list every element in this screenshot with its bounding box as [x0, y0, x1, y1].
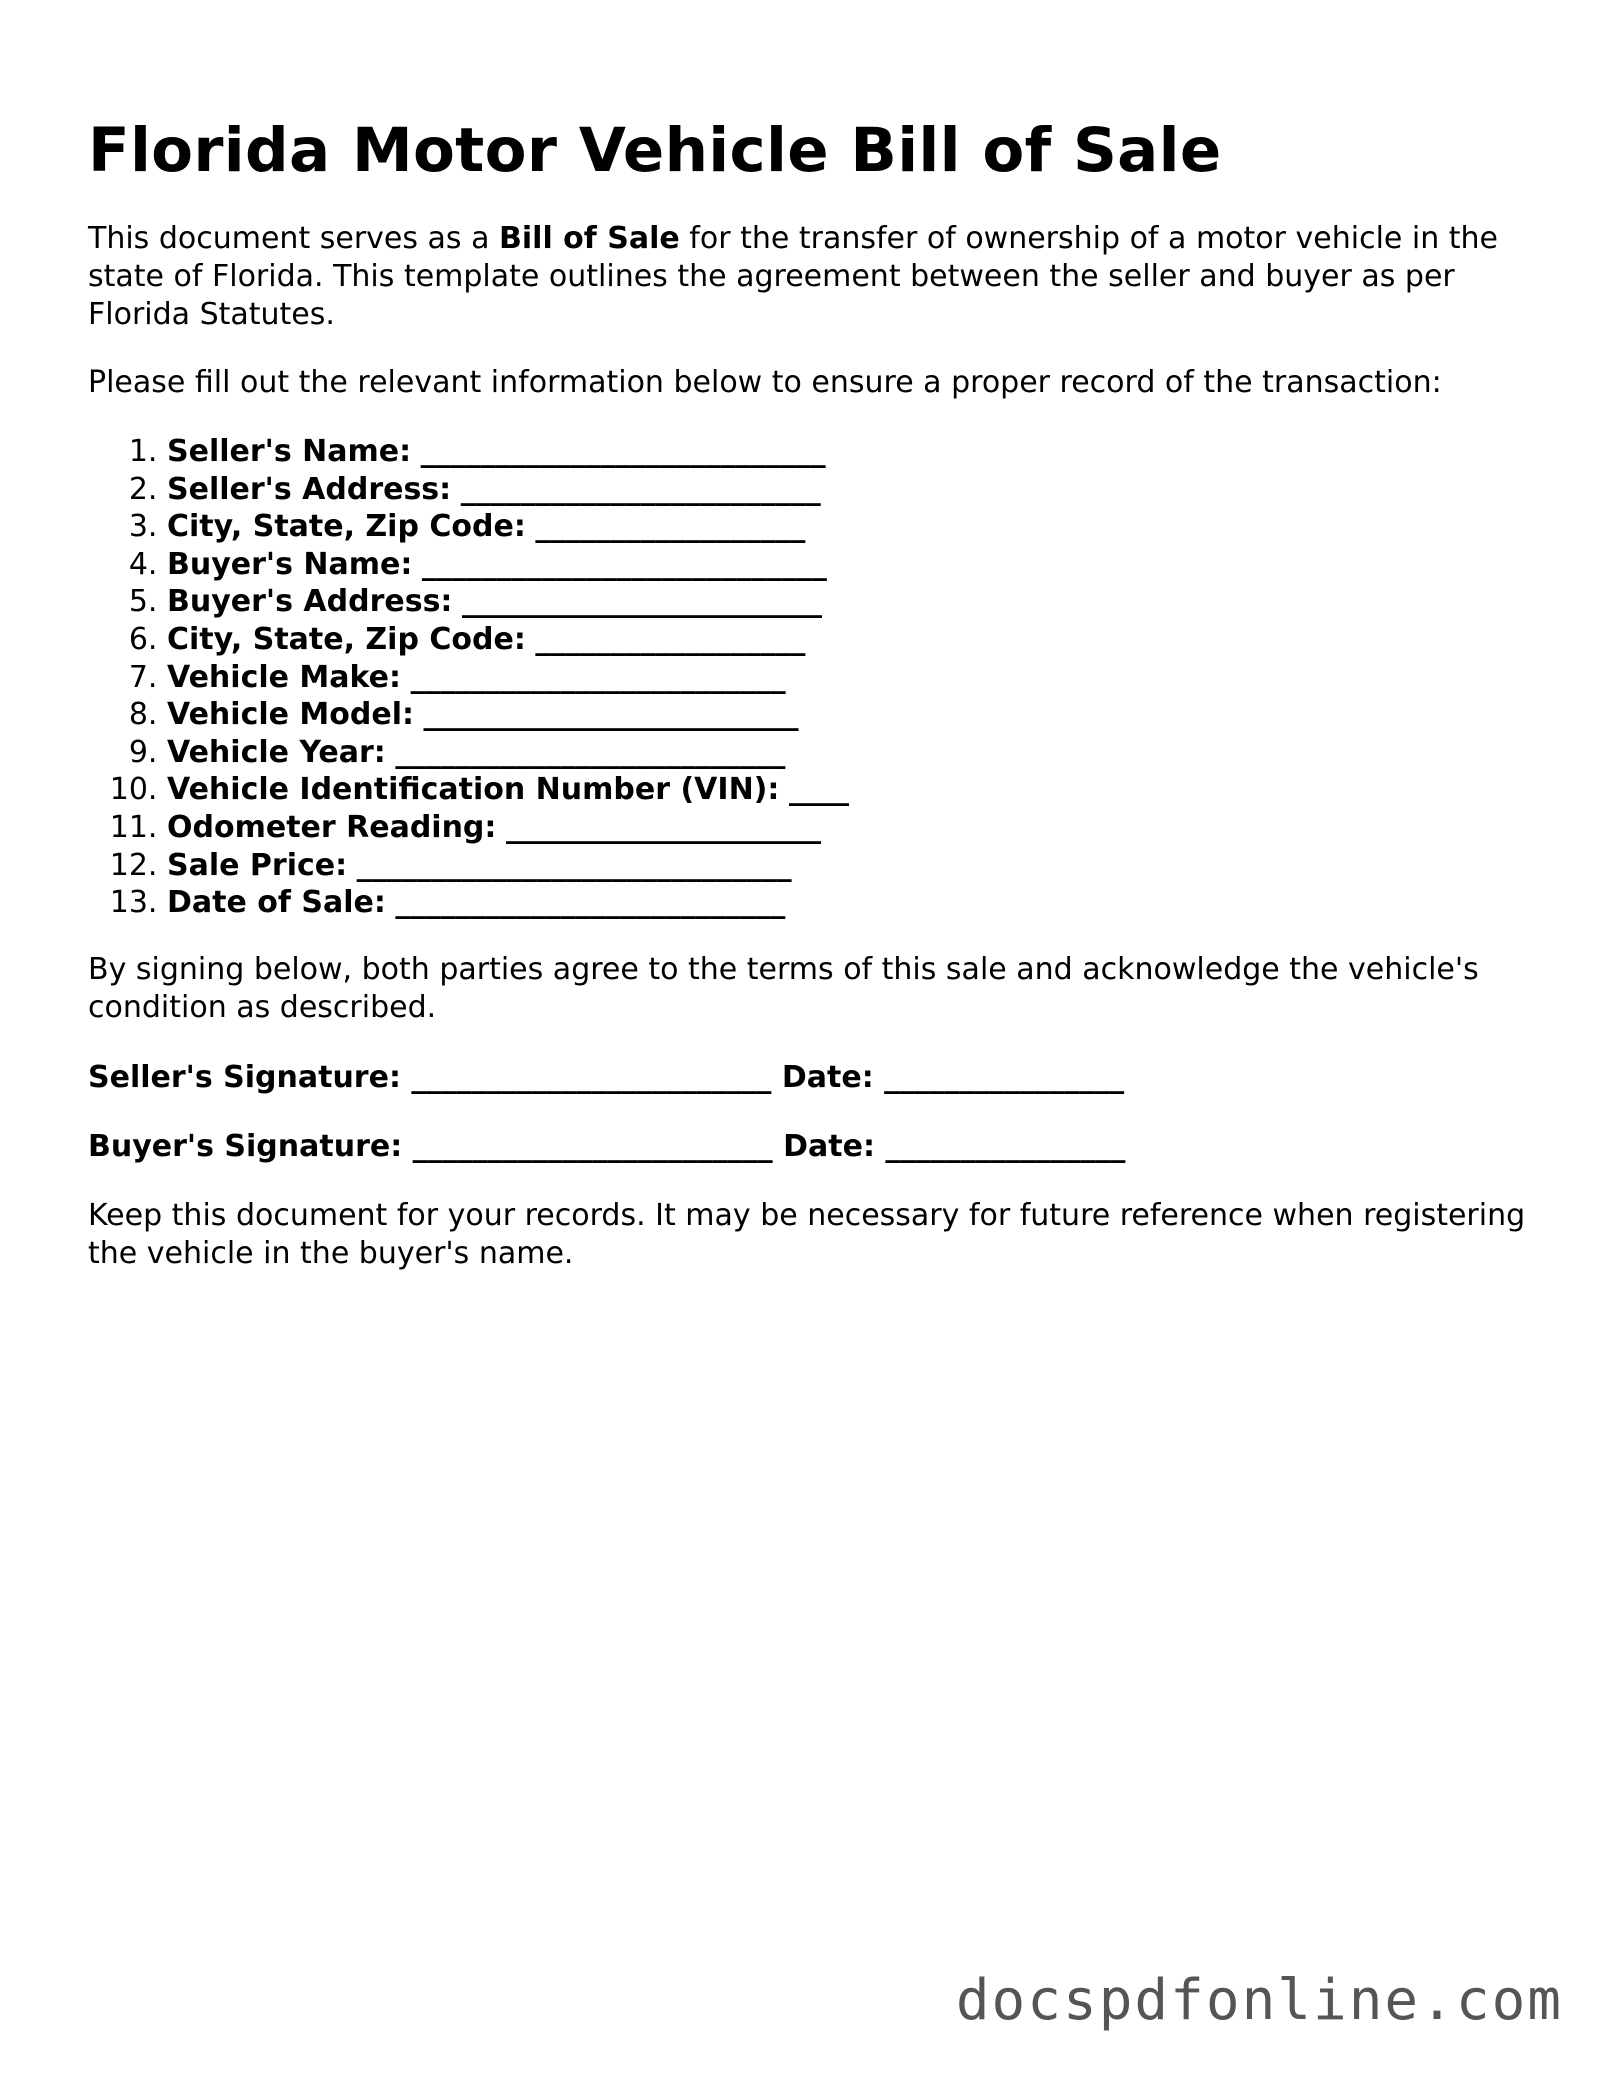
field-label: Date of Sale:: [167, 885, 386, 921]
field-label: City, State, Zip Code:: [167, 621, 526, 657]
buyer-signature-line: [88, 1128, 1528, 1166]
field-item: [167, 696, 1528, 734]
field-blank[interactable]: __________________: [535, 621, 806, 657]
agreement-paragraph: By signing below, both parties agree to the terms of this sale and acknowledge the vehicle's condition as described.: [88, 951, 1479, 1025]
field-item: [167, 471, 1528, 509]
field-blank[interactable]: _________________________: [423, 697, 799, 733]
field-label: Odometer Reading:: [167, 809, 497, 845]
field-item: [167, 621, 1528, 659]
document-page: [88, 110, 1528, 1273]
field-item: [167, 433, 1528, 471]
field-item: [167, 771, 1528, 809]
buyer-signature-blank[interactable]: ________________________: [412, 1128, 773, 1164]
field-blank[interactable]: ____: [788, 772, 849, 808]
field-item: [167, 583, 1528, 621]
intro-text-before: This document serves as a: [88, 221, 500, 256]
seller-signature-blank[interactable]: ________________________: [411, 1059, 772, 1095]
field-list: [88, 433, 1528, 922]
field-label: Seller's Name:: [167, 434, 412, 469]
buyer-signature-label: Buyer's Signature:: [88, 1128, 403, 1164]
field-label: Seller's Address:: [167, 471, 452, 507]
field-item: [167, 659, 1528, 697]
field-label: Vehicle Model:: [167, 697, 414, 733]
field-label: Vehicle Identification Number (VIN):: [167, 772, 780, 808]
field-blank[interactable]: ___________________________: [420, 434, 826, 469]
instruction-paragraph: Please fill out the relevant information below to ensure a proper record of the transaction:: [88, 365, 1442, 400]
intro-text-after: for the transfer of ownership of a motor vehicle in the state of Florida. This template outlines the agreement between the seller and buyer as per Florida Statutes.: [88, 221, 1499, 332]
field-item: [167, 884, 1528, 922]
closing-paragraph: Keep this document for your records. It may be necessary for future reference when registering the vehicle in the buyer's name.: [88, 1197, 1526, 1271]
field-label: City, State, Zip Code:: [167, 509, 526, 545]
field-blank[interactable]: ________________________: [460, 471, 821, 507]
field-item: [167, 546, 1528, 584]
field-label: Buyer's Address:: [167, 584, 453, 620]
field-blank[interactable]: _____________________________: [356, 847, 792, 883]
seller-date-blank[interactable]: ________________: [884, 1059, 1125, 1095]
field-blank[interactable]: __________________________: [395, 734, 786, 770]
field-blank[interactable]: __________________: [535, 509, 806, 545]
intro-bill-of-sale: Bill of Sale: [499, 221, 680, 256]
buyer-date-blank[interactable]: ________________: [885, 1128, 1126, 1164]
seller-signature-line: [88, 1059, 1528, 1097]
field-item: [167, 508, 1528, 546]
field-blank[interactable]: ___________________________: [421, 546, 827, 582]
seller-date-label: Date:: [781, 1059, 874, 1095]
field-item: [167, 734, 1528, 772]
field-label: Buyer's Name:: [167, 546, 413, 582]
field-label: Vehicle Year:: [167, 734, 386, 770]
field-blank[interactable]: _____________________: [505, 809, 821, 845]
field-item: [167, 847, 1528, 885]
watermark-text: docspdfonline.com: [955, 1968, 1563, 2033]
intro-paragraph: [88, 220, 1528, 334]
field-label: Sale Price:: [167, 847, 348, 883]
field-blank[interactable]: _________________________: [410, 659, 786, 695]
document-title: Florida Motor Vehicle Bill of Sale: [88, 115, 1222, 186]
field-item: [167, 809, 1528, 847]
field-blank[interactable]: __________________________: [395, 885, 786, 921]
buyer-date-label: Date:: [783, 1128, 875, 1164]
field-blank[interactable]: ________________________: [461, 584, 822, 620]
field-label: Vehicle Make:: [167, 659, 402, 695]
seller-signature-label: Seller's Signature:: [88, 1059, 401, 1095]
